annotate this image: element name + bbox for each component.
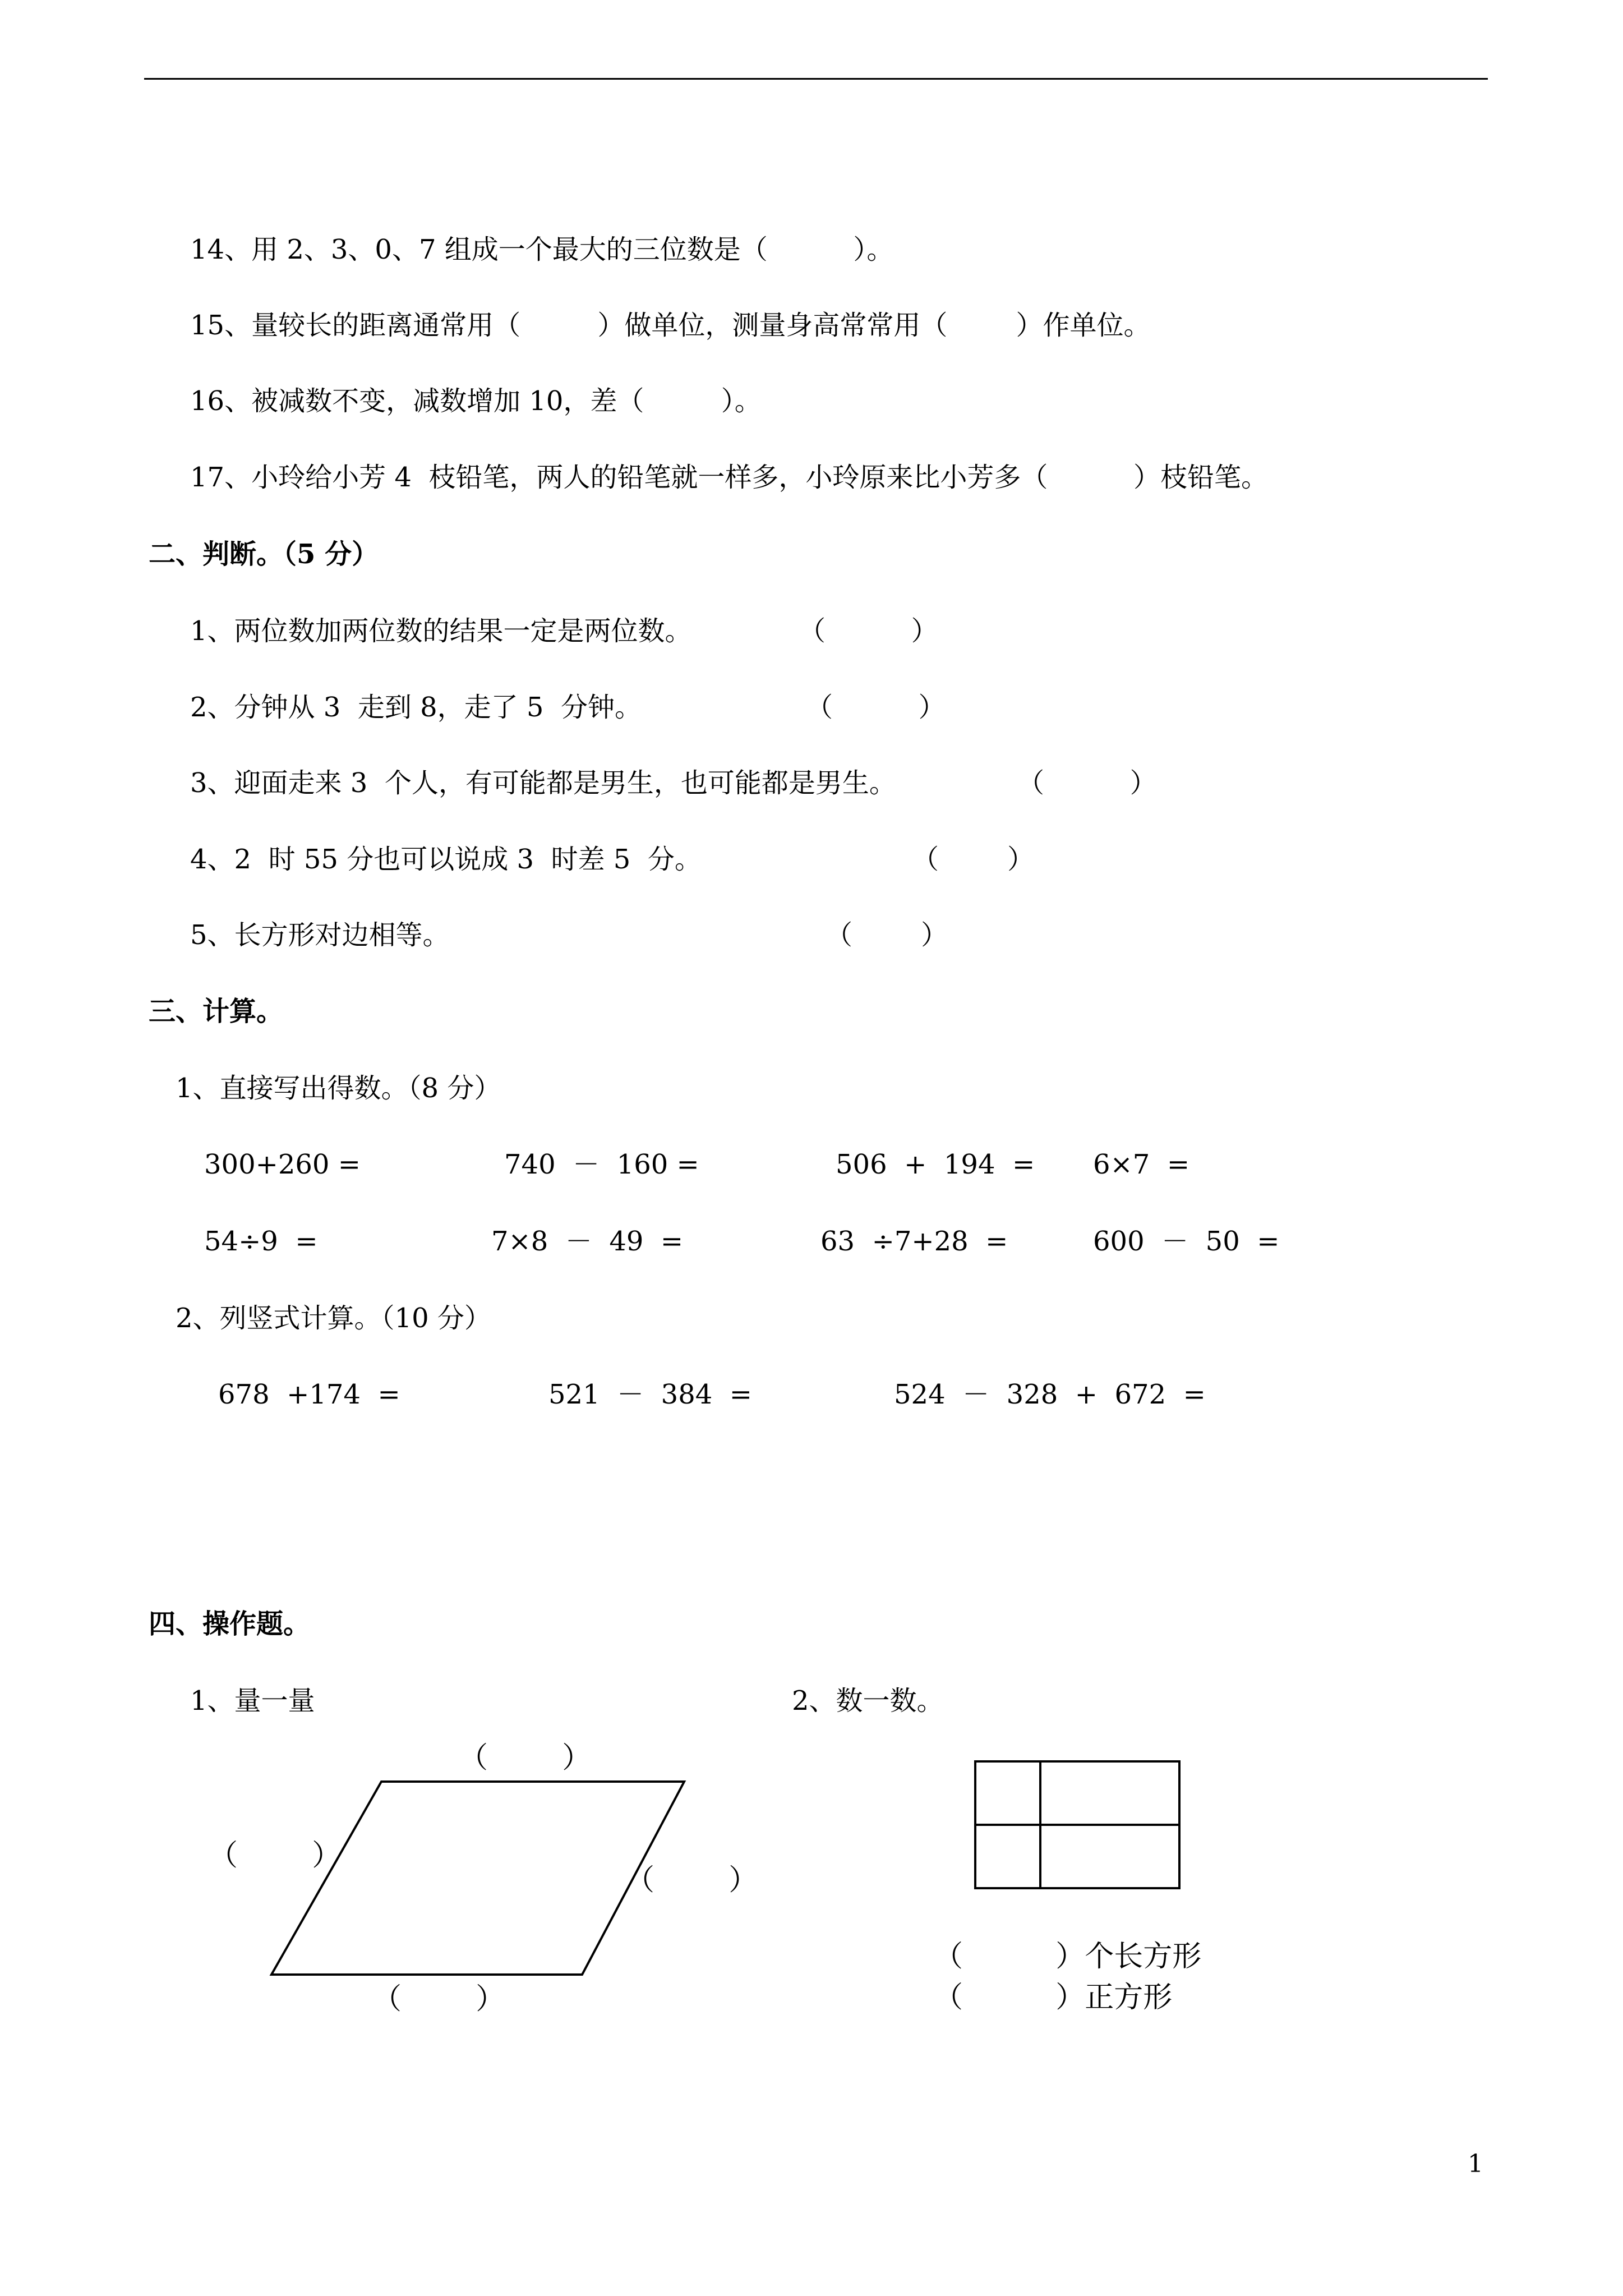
direct-calc-item: 740 － 160 = bbox=[504, 1149, 699, 1180]
judge-item-4: 4、2 时 55 分也可以说成 3 时差 5 分。 bbox=[190, 844, 702, 875]
measure-title: 1、量一量 bbox=[190, 1685, 315, 1717]
direct-calc-item: 6×7 = bbox=[1093, 1149, 1190, 1180]
parallelogram-shape bbox=[271, 1782, 684, 1975]
question-14: 14、用 2、3、0、7 组成一个最大的三位数是（ ）。 bbox=[190, 234, 894, 265]
direct-calc-item: 506 + 194 = bbox=[836, 1149, 1035, 1180]
direct-calc-item: 600 － 50 = bbox=[1093, 1226, 1280, 1257]
question-16: 16、被减数不变，减数增加 10，差（ ）。 bbox=[190, 385, 762, 417]
judge-blank-2[interactable]: （ ） bbox=[806, 692, 946, 723]
vertical-calc-title: 2、列竖式计算。（10 分） bbox=[176, 1303, 491, 1334]
section-operate-heading: 四、操作题。 bbox=[149, 1608, 311, 1640]
direct-calc-item: 300+260 = bbox=[204, 1149, 361, 1180]
vertical-calc-item: 521 － 384 = bbox=[548, 1379, 753, 1410]
count-title: 2、数一数。 bbox=[792, 1685, 944, 1717]
question-17: 17、小玲给小芳 4 枝铅笔，两人的铅笔就一样多，小玲原来比小芳多（ ）枝铅笔。 bbox=[190, 462, 1268, 493]
judge-item-3: 3、迎面走来 3 个人，有可能都是男生，也可能都是男生。 bbox=[190, 767, 896, 799]
vertical-calc-item: 678 +174 = bbox=[218, 1379, 400, 1410]
direct-calc-item: 7×8 － 49 = bbox=[491, 1226, 684, 1257]
section-judge-heading: 二、判断。（5 分） bbox=[149, 539, 379, 570]
judge-blank-4[interactable]: （ ） bbox=[912, 844, 1035, 875]
judge-item-5: 5、长方形对边相等。 bbox=[190, 919, 450, 951]
judge-blank-1[interactable]: （ ） bbox=[799, 615, 938, 647]
count-rectangles-label[interactable]: （ ）个长方形 bbox=[934, 1940, 1202, 1973]
measure-right-paren[interactable]: （ ） bbox=[625, 1864, 758, 1897]
measure-bottom-paren[interactable]: （ ） bbox=[372, 1982, 505, 2016]
direct-calc-item: 54÷9 = bbox=[204, 1226, 318, 1257]
measure-left-paren[interactable]: （ ） bbox=[209, 1839, 342, 1872]
judge-blank-5[interactable]: （ ） bbox=[826, 919, 948, 951]
section-calc-heading: 三、计算。 bbox=[149, 996, 284, 1027]
judge-item-1: 1、两位数加两位数的结果一定是两位数。 bbox=[190, 615, 692, 647]
judge-blank-3[interactable]: （ ） bbox=[1017, 767, 1157, 799]
question-15: 15、量较长的距离通常用（ ）做单位，测量身高常常用（ ）作单位。 bbox=[190, 310, 1151, 341]
count-squares-label[interactable]: （ ）正方形 bbox=[934, 1981, 1173, 2014]
vertical-calc-item: 524 － 328 + 672 = bbox=[894, 1379, 1206, 1410]
page-number: 1 bbox=[1468, 2150, 1483, 2178]
measure-top-paren[interactable]: （ ） bbox=[459, 1741, 592, 1775]
judge-item-2: 2、分钟从 3 走到 8，走了 5 分钟。 bbox=[190, 692, 642, 723]
direct-calc-title: 1、直接写出得数。（8 分） bbox=[176, 1073, 501, 1104]
direct-calc-item: 63 ÷7+28 = bbox=[820, 1226, 1008, 1257]
